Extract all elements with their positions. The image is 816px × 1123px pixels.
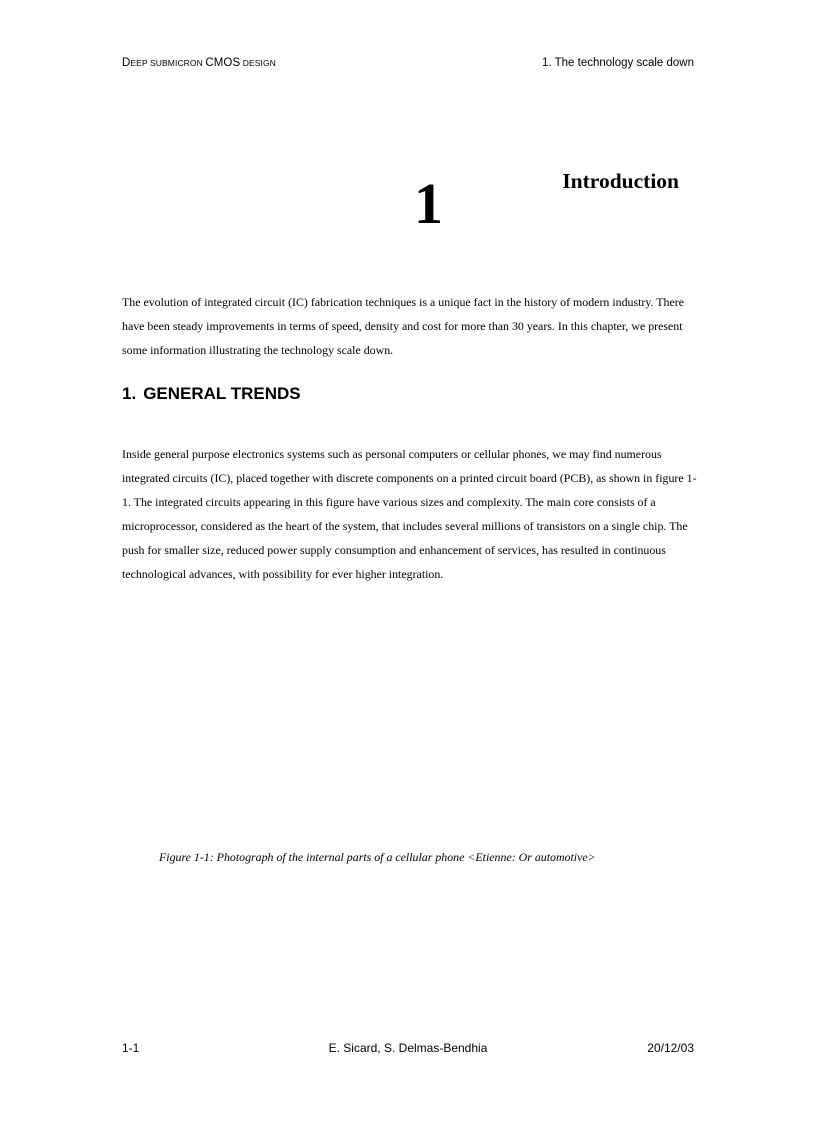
header-book-title-smallcaps-2: DESIGN bbox=[240, 58, 276, 68]
chapter-number: 1 bbox=[414, 171, 443, 236]
header-book-title-smallcaps-1: EEP SUBMICRON bbox=[130, 58, 206, 68]
footer-authors: E. Sicard, S. Delmas-Bendhia bbox=[328, 1041, 488, 1055]
header-book-title bbox=[122, 57, 276, 69]
footer-date: 20/12/03 bbox=[647, 1041, 694, 1055]
page-header bbox=[122, 57, 694, 73]
header-book-title-cmos: CMOS bbox=[205, 57, 241, 69]
figure-placeholder bbox=[122, 600, 694, 840]
section-number: 1. bbox=[122, 384, 137, 403]
header-chapter-title: 1. The technology scale down bbox=[542, 57, 694, 69]
chapter-title: Introduction bbox=[562, 169, 679, 193]
page-footer bbox=[122, 1041, 694, 1057]
intro-paragraph: The evolution of integrated circuit (IC) fabrication techniques is a unique fact in the history of modern industry. There have been steady improvements in terms of speed, density and cost for more than 30 years. In this chapter, we present some information illustrating the technology scale down. bbox=[122, 295, 684, 357]
figure-caption: Figure 1-1: Photograph of the internal parts of a cellular phone <Etienne: Or automotive> bbox=[159, 850, 596, 864]
section-paragraph: Inside general purpose electronics systems such as personal computers or cellular phones, we may find numerous integrated circuits (IC), placed together with discrete components on a printed circuit board (PCB), as shown in figure 1-1. The integrated circuits appearing in this figure have various sizes and complexity. The main core consists of a microprocessor, considered as the heart of the system, that includes several millions of transistors on a single chip. The push for smaller size, reduced power supply consumption and enhancement of services, has resulted in continuous technological advances, with possibility for ever higher integration. bbox=[122, 447, 697, 581]
header-book-title-initial: D bbox=[122, 57, 131, 69]
footer-page-number: 1-1 bbox=[122, 1041, 140, 1055]
section-title: GENERAL TRENDS bbox=[143, 384, 301, 403]
section-heading bbox=[122, 383, 301, 405]
